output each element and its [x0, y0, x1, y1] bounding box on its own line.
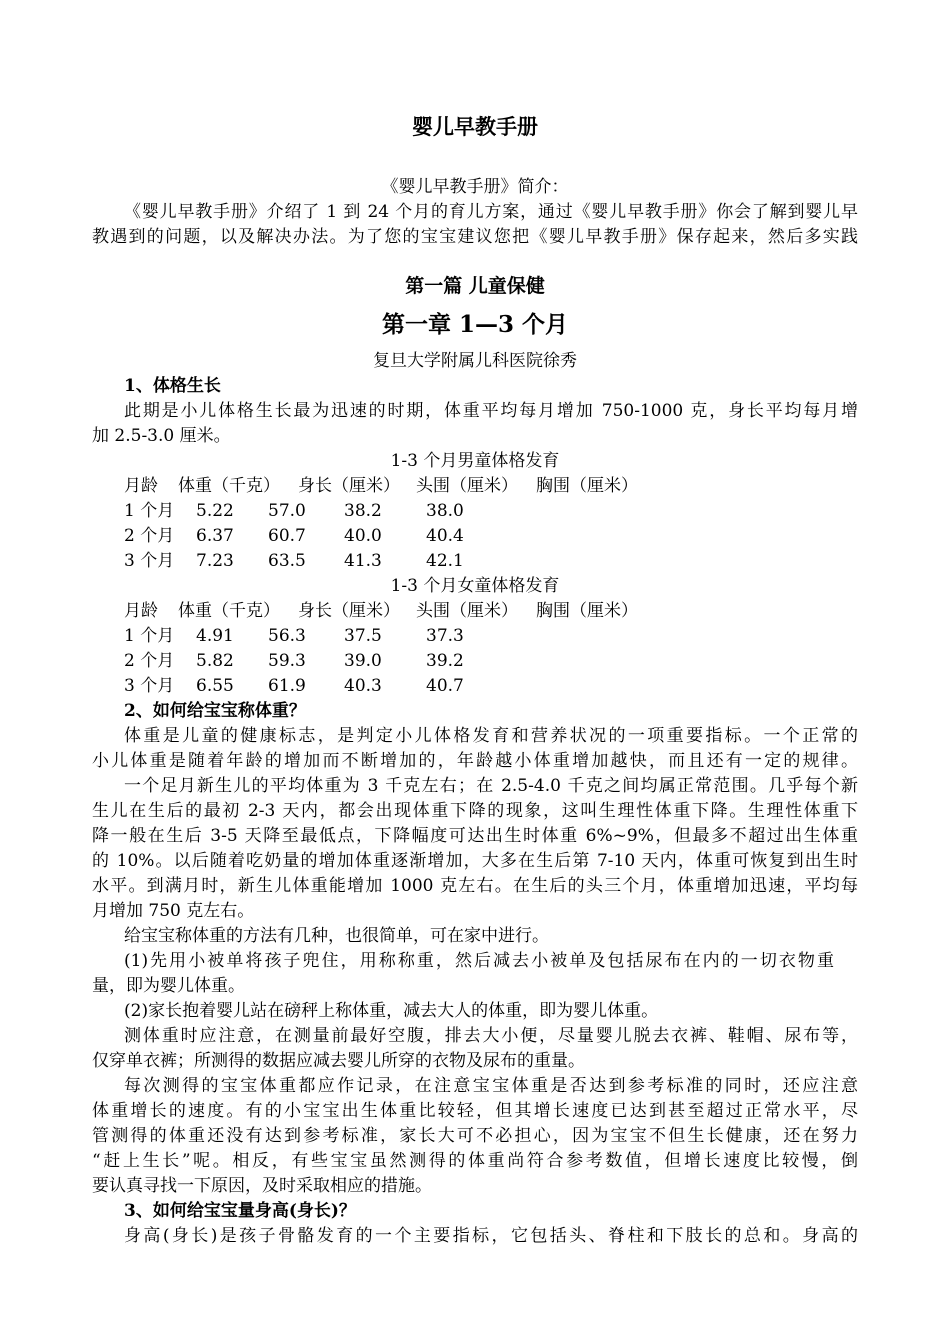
table-cell: 37.3 [426, 626, 464, 646]
paragraph-line: “赶上生长”呢。相反，有些宝宝虽然测得的体重尚符合参考数值，但增长速度比较慢，倒 [92, 1151, 858, 1171]
table-cell: 5.82 [196, 651, 234, 671]
paragraph-line: 小儿体重是随着年龄的增加而不断增加的，年龄越小体重增加越快，而且还有一定的规律。 [92, 751, 858, 771]
table-header-cell: 月龄 [124, 476, 158, 496]
paragraph-line: 体重是儿童的健康标志，是判定小儿体格发育和营养状况的一项重要指标。一个正常的 [124, 726, 858, 746]
table-cell: 61.9 [268, 676, 306, 696]
table-header-cell: 头围（厘米） [416, 476, 518, 496]
paragraph-line: (2)家长抱着婴儿站在磅秤上称体重，减去大人的体重，即为婴儿体重。 [124, 1001, 659, 1021]
table-header-cell: 胸围（厘米） [536, 601, 638, 621]
table-cell: 41.3 [344, 551, 382, 571]
table-cell: 6.55 [196, 676, 234, 696]
paragraph-line: 生儿在生后的最初 2-3 天内，都会出现体重下降的现象，这叫生理性体重下降。生理性体重下 [92, 801, 858, 821]
paragraph-line: 管测得的体重还没有达到参考标准，家长大可不必担心，因为宝宝不但生长健康，还在努力 [92, 1126, 858, 1146]
intro-heading: 《婴儿早教手册》简介： [381, 177, 569, 197]
paragraph-line: 水平。到满月时，新生儿体重能增加 1000 克左右。在生后的头三个月，体重增加迅速，平均每 [92, 876, 858, 896]
paragraph-line: 体重增长的速度。有的小宝宝出生体重比较轻，但其增长速度已达到甚至超过正常水平，尽 [92, 1101, 858, 1121]
table-header-cell: 体重（千克） [178, 476, 280, 496]
table-cell: 1 个月 [124, 501, 175, 521]
paragraph-line: 量，即为婴儿体重。 [92, 976, 245, 996]
table-cell: 59.3 [268, 651, 306, 671]
table-header-cell: 头围（厘米） [416, 601, 518, 621]
table-cell: 60.7 [268, 526, 306, 546]
table-cell: 40.3 [344, 676, 382, 696]
table-cell: 5.22 [196, 501, 234, 521]
table-cell: 3 个月 [124, 676, 175, 696]
section-heading: 1、体格生长 [124, 376, 221, 396]
paragraph-line: 要认真寻找一下原因，及时采取相应的措施。 [92, 1176, 432, 1196]
paragraph-line: 仅穿单衣裤；所测得的数据应减去婴儿所穿的衣物及尿布的重量。 [92, 1051, 585, 1071]
table-header-cell: 月龄 [124, 601, 158, 621]
table-header-cell: 身长（厘米） [298, 601, 400, 621]
table-cell: 40.7 [426, 676, 464, 696]
table-cell: 40.0 [344, 526, 382, 546]
table-cell: 39.2 [426, 651, 464, 671]
table-cell: 2 个月 [124, 526, 175, 546]
paragraph-line: (1)先用小被单将孩子兜住，用称称重，然后减去小被单及包括尿布在内的一切衣物重 [124, 951, 834, 971]
document-title: 婴儿早教手册 [412, 114, 538, 139]
part-title: 第一篇 儿童保健 [405, 275, 545, 297]
table-cell: 4.91 [196, 626, 234, 646]
table-cell: 2 个月 [124, 651, 175, 671]
paragraph-line: 月增加 750 克左右。 [92, 901, 255, 921]
paragraph-line: 降一般在生后 3-5 天降至最低点，下降幅度可达出生时体重 6%~9%，但最多不超过出生体重 [92, 826, 858, 846]
paragraph-line: 测体重时应注意，在测量前最好空腹，排去大小便，尽量婴儿脱去衣裤、鞋帽、尿布等， [124, 1026, 858, 1046]
author-line: 复旦大学附属儿科医院徐秀 [373, 351, 577, 371]
table-cell: 6.37 [196, 526, 234, 546]
paragraph-line: 加 2.5-3.0 厘米。 [92, 426, 231, 446]
intro-line: 《婴儿早教手册》介绍了 1 到 24 个月的育儿方案，通过《婴儿早教手册》你会了解到婴儿早 [124, 202, 858, 222]
paragraph-line: 的 10%。以后随着吃奶量的增加体重逐渐增加，大多在生后第 7-10 天内，体重可恢复到出生时 [92, 851, 858, 871]
paragraph-line: 此期是小儿体格生长最为迅速的时期，体重平均每月增加 750-1000 克，身长平均每月增 [124, 401, 858, 421]
table-cell: 38.0 [426, 501, 464, 521]
paragraph-line: 身高(身长)是孩子骨骼发育的一个主要指标，它包括头、脊柱和下肢长的总和。身高的 [124, 1226, 858, 1246]
table-cell: 57.0 [268, 501, 306, 521]
table-cell: 63.5 [268, 551, 306, 571]
table-caption: 1-3 个月女童体格发育 [390, 576, 560, 596]
table-cell: 7.23 [196, 551, 234, 571]
section-heading: 3、如何给宝宝量身高(身长)？ [124, 1201, 356, 1221]
table-cell: 39.0 [344, 651, 382, 671]
table-cell: 38.2 [344, 501, 382, 521]
table-cell: 1 个月 [124, 626, 175, 646]
section-heading: 2、如何给宝宝称体重？ [124, 701, 306, 721]
table-header-cell: 体重（千克） [178, 601, 280, 621]
intro-line: 教遇到的问题，以及解决办法。为了您的宝宝建议您把《婴儿早教手册》保存起来，然后多实践 [92, 227, 858, 247]
table-cell: 56.3 [268, 626, 306, 646]
table-cell: 3 个月 [124, 551, 175, 571]
table-caption: 1-3 个月男童体格发育 [390, 451, 560, 471]
paragraph-line: 一个足月新生儿的平均体重为 3 千克左右；在 2.5-4.0 千克之间均属正常范围。几乎每个新 [124, 776, 858, 796]
table-header-cell: 胸围（厘米） [536, 476, 638, 496]
table-cell: 40.4 [426, 526, 464, 546]
chapter-title: 第一章 1—3 个月 [381, 311, 569, 338]
table-cell: 37.5 [344, 626, 382, 646]
table-cell: 42.1 [426, 551, 464, 571]
table-header-cell: 身长（厘米） [298, 476, 400, 496]
paragraph-line: 给宝宝称体重的方法有几种，也很简单，可在家中进行。 [124, 926, 549, 946]
paragraph-line: 每次测得的宝宝体重都应作记录，在注意宝宝体重是否达到参考标准的同时，还应注意 [124, 1076, 858, 1096]
